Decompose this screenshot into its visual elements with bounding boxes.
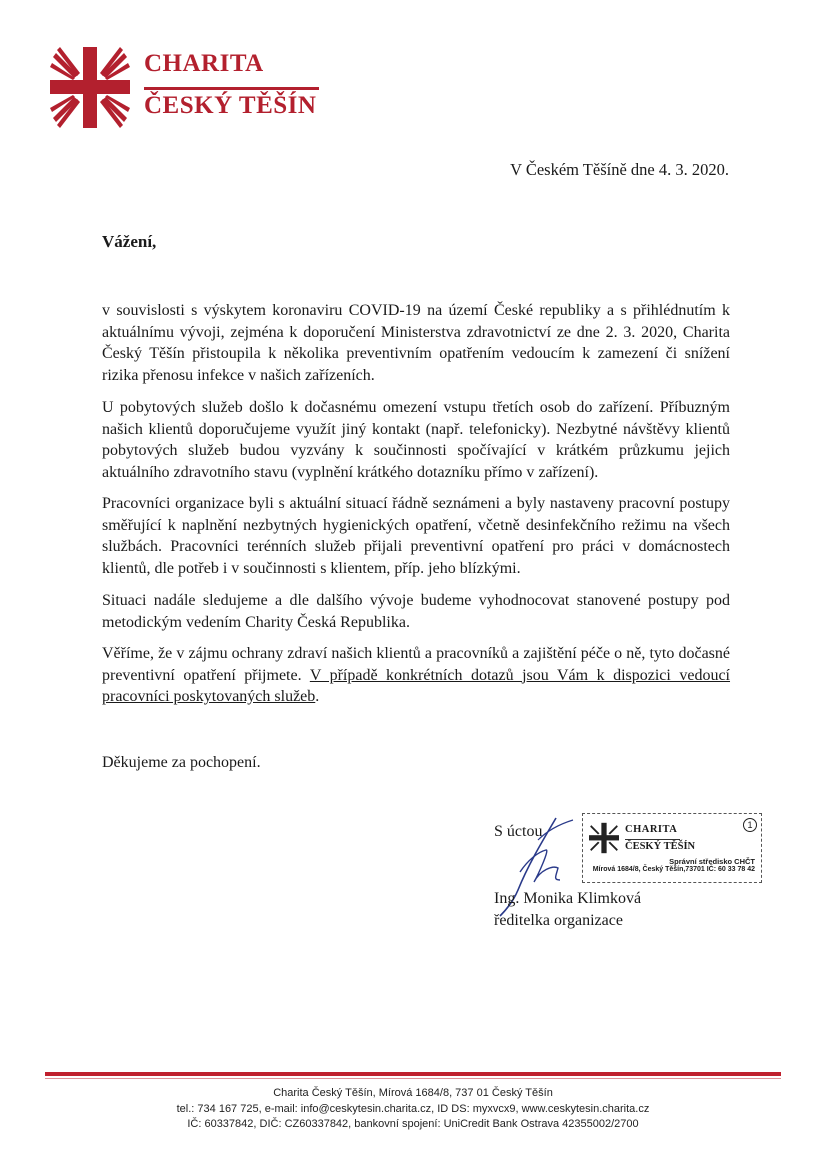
paragraph-1: v souvislosti s výskytem koronaviru COVID-19 na území České republiky a s přihlédnutím k aktuálnímu vývoji, zejména k doporučení Ministerstva zdravotnictví ze dne 2. 3. 2020, Charita Český Těšín přistoupila k několika preventivním opatřením vedoucím k zamezení či snížení rizika přenosu infekce v našich zařízeních. xyxy=(102,302,730,384)
salutation: Vážení, xyxy=(102,232,157,251)
stamp-line3-text: Správní středisko CHČT xyxy=(669,857,755,866)
stamp-line4-text: Mírová 1684/8, Český Těšín,73701 xyxy=(592,866,705,873)
org-name-line2: ČESKÝ TĚŠÍN xyxy=(144,92,317,119)
paragraph-5-end: . xyxy=(315,688,320,705)
paragraph-3: Pracovníci organizace byli s aktuální situací řádně seznámeni a byly nastaveny pracovní postupy směřující k naplnění nezbytných hygienických opatření, včetně desinfekčního režimu na všech službách. Pracovníci terénních služeb přijali preventivní opatření pro práci v domácnostech klientů, dle potřeb i v součinnosti s klientem, příp. jeho blízkými. xyxy=(102,495,730,577)
stamp-line4 xyxy=(593,866,755,873)
stamp-line1: CHARITA xyxy=(625,824,678,835)
closing-greeting: S úctou xyxy=(494,823,543,840)
signatory-role: ředitelka organizace xyxy=(494,912,623,929)
footer-rule xyxy=(45,1072,781,1076)
footer-address: Charita Český Těšín, Mírová 1684/8, 737 01 Český Těšín xyxy=(273,1087,553,1099)
stamp-rule xyxy=(625,839,680,840)
charity-cross-logo-icon xyxy=(50,45,130,130)
stamp-cross-icon xyxy=(589,822,619,854)
organization-stamp xyxy=(582,813,762,883)
thanks-line: Děkujeme za pochopení. xyxy=(102,754,261,771)
footer xyxy=(0,1086,826,1133)
footer-bank: IČ: 60337842, DIČ: CZ60337842, bankovní spojení: UniCredit Bank Ostrava 42355002/2700 xyxy=(187,1118,639,1130)
stamp-line2: ČESKÝ TĚŠÍN xyxy=(625,841,696,852)
signatory-name: Ing. Monika Klimková xyxy=(494,890,642,907)
paragraph-5-underlined: V případě konkrétních dotazů jsou Vám k dispozici vedoucí pracovníci poskytovaných služeb xyxy=(102,666,731,705)
paragraph-5 xyxy=(102,643,730,708)
org-name-rule xyxy=(144,87,319,90)
stamp-line3 xyxy=(669,857,755,866)
paragraph-4: Situaci nadále sledujeme a dle dalšího vývoje budeme vyhodnocovat stanovené postupy pod metodickým vedením Charity Česká Republika. xyxy=(102,592,730,631)
paragraph-2: U pobytových služeb došlo k dočasnému omezení vstupu třetích osob do zařízení. Příbuzným našich klientů doporučujeme využít jiný kontakt (např. telefonicky). Nezbytné návštěvy klientů pobytových služeb budou vyzvány k součinnosti spočívající v krátkém průzkumu jejich aktuálního zdravotního stavu (vyplnění krátkého dotazníku přímo v zařízení). xyxy=(102,399,730,481)
stamp-line5-text: IČ: 60 33 78 42 xyxy=(706,866,755,873)
letter-date: V Českém Těšíně dne 4. 3. 2020. xyxy=(510,160,729,179)
paragraph-5-text: Věříme, že v zájmu ochrany zdraví našich klientů a pracovníků a zajištění péče o ně, tyto dočasné preventivní opatření přijmete. xyxy=(102,645,730,684)
footer-rule-thin xyxy=(45,1078,781,1079)
stamp-number: 1 xyxy=(743,818,757,832)
footer-contact: tel.: 734 167 725, e-mail: info@ceskytesin.charita.cz, ID DS: myxvcx9, www.ceskytesin.charita.cz xyxy=(176,1102,650,1115)
org-name-line1: CHARITA xyxy=(144,50,264,77)
